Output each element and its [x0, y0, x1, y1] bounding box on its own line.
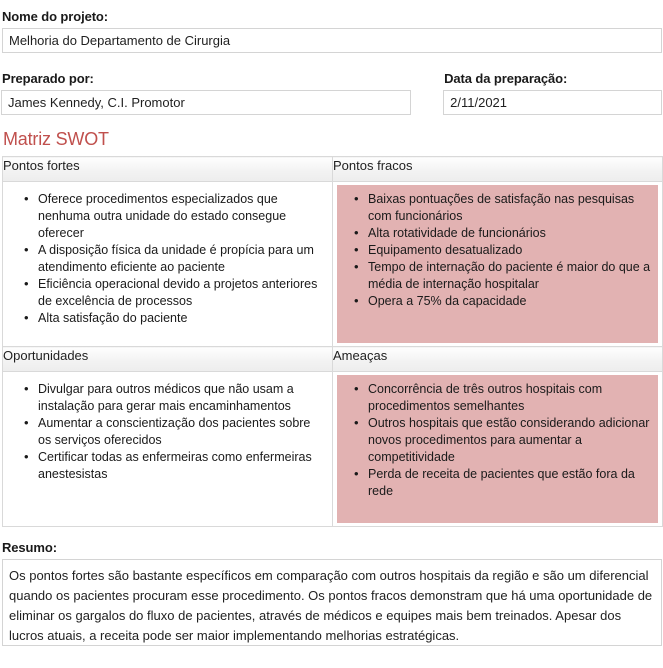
list-item: • Outros hospitais que estão considerando adicionar novos procedimentos para aumentar a competitividade — [368, 415, 652, 466]
project-name-input[interactable]: Melhoria do Departamento de Cirurgia — [2, 28, 662, 53]
quadrant-cell-threats[interactable] — [333, 372, 663, 527]
matrix-header-row-bottom — [3, 347, 663, 372]
swot-document — [0, 9, 663, 668]
quadrant-header-opportunities: Oportunidades — [3, 347, 333, 372]
summary-label: Resumo: — [2, 540, 57, 555]
swot-matrix-title: Matriz SWOT — [3, 129, 109, 149]
list-item: • Divulgar para outros médicos que não usam a instalação para gerar mais encaminhamentos — [38, 381, 322, 415]
prepared-by-group — [1, 71, 411, 115]
quadrant-cell-strengths[interactable] — [3, 182, 333, 347]
preparation-date-group — [443, 71, 662, 115]
list-item: • Alta satisfação do paciente — [38, 310, 322, 327]
prepared-by-label: Preparado por: — [2, 71, 94, 86]
strengths-list — [7, 185, 328, 333]
threats-list — [337, 375, 658, 506]
matrix-body-row-top — [3, 182, 663, 347]
prepared-by-input[interactable]: James Kennedy, C.I. Promotor — [1, 90, 411, 115]
list-item: • Equipamento desatualizado — [368, 242, 652, 259]
list-item: • Concorrência de três outros hospitais com procedimentos semelhantes — [368, 381, 652, 415]
quadrant-cell-weaknesses[interactable] — [333, 182, 663, 347]
quadrant-header-strengths: Pontos fortes — [3, 157, 333, 182]
list-item: • Perda de receita de pacientes que estão fora da rede — [368, 466, 652, 500]
project-name-label: Nome do projeto: — [2, 9, 109, 24]
quadrant-header-weaknesses: Pontos fracos — [333, 157, 663, 182]
quadrant-cell-opportunities[interactable] — [3, 372, 333, 527]
opportunities-list — [7, 375, 328, 489]
list-item: • Baixas pontuações de satisfação nas pesquisas com funcionários — [368, 191, 652, 225]
preparation-date-label: Data da preparação: — [444, 71, 568, 86]
list-item: • A disposição física da unidade é propícia para um atendimento eficiente ao paciente — [38, 242, 322, 276]
summary-input[interactable]: Os pontos fortes são bastante específicos em comparação com outros hospitais da região e são um diferencial quando os pacientes procuram esse procedimento. Os pontos fracos demonstram que há uma oportunidade de eliminar os gargalos do fluxo de pacientes, através de médicos e equipes mais bem treinados. Apesar dos lucros atuais, a receita pode ser maior implementando melhorias estratégicas. — [2, 559, 662, 646]
list-item: • Alta rotatividade de funcionários — [368, 225, 652, 242]
swot-matrix-table — [2, 156, 663, 527]
prepared-row — [1, 71, 662, 115]
list-item: • Oferece procedimentos especializados que nenhuma outra unidade do estado consegue oferecer — [38, 191, 322, 242]
preparation-date-input[interactable]: 2/11/2021 — [443, 90, 662, 115]
list-item: • Eficiência operacional devido a projetos anteriores de excelência de processos — [38, 276, 322, 310]
weaknesses-list — [337, 185, 658, 316]
list-item: • Tempo de internação do paciente é maior do que a média de internação hospitalar — [368, 259, 652, 293]
matrix-header-row-top — [3, 157, 663, 182]
list-item: • Certificar todas as enfermeiras como enfermeiras anestesistas — [38, 449, 322, 483]
list-item: • Aumentar a conscientização dos pacientes sobre os serviços oferecidos — [38, 415, 322, 449]
matrix-body-row-bottom — [3, 372, 663, 527]
quadrant-header-threats: Ameaças — [333, 347, 663, 372]
list-item: • Opera a 75% da capacidade — [368, 293, 652, 310]
